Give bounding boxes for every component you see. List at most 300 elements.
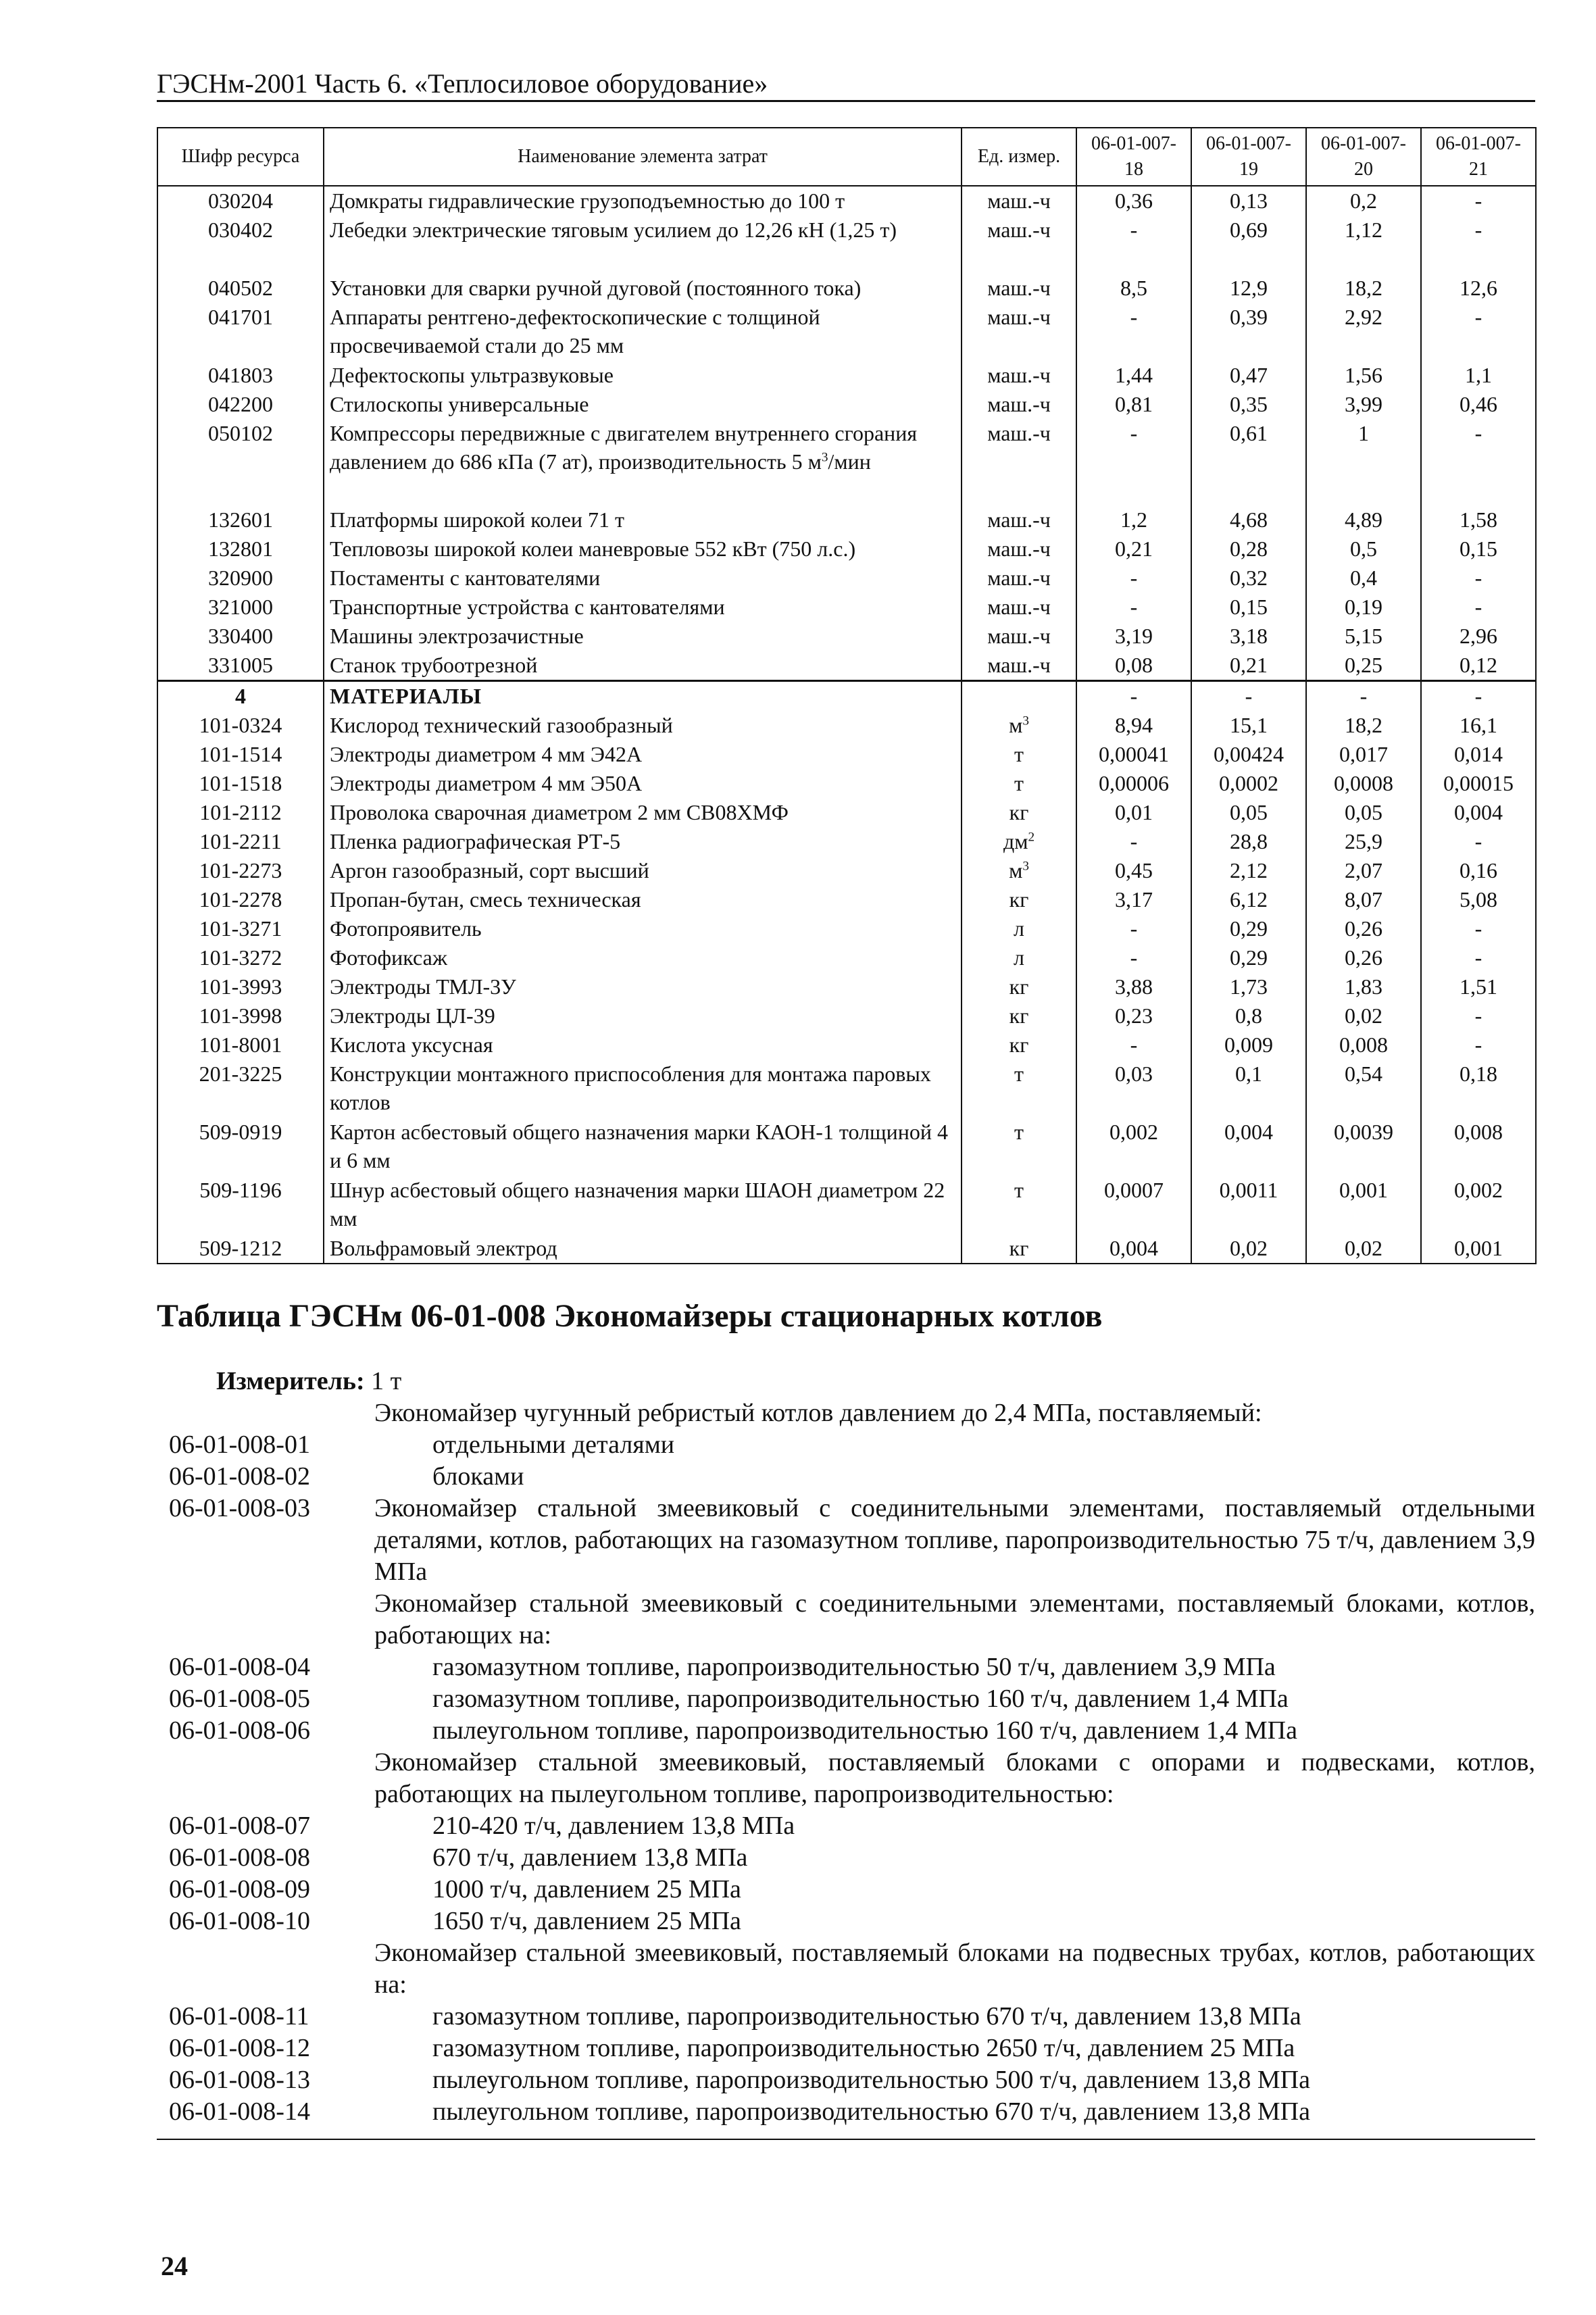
unit-cell: л (962, 914, 1076, 943)
unit-cell: маш.-ч (962, 505, 1076, 534)
norm-item (157, 1429, 1535, 1461)
resource-code-cell: 041803 (157, 361, 324, 390)
resource-name-cell: МАТЕРИАЛЫ (324, 681, 962, 712)
value-cell: 0,45 (1076, 856, 1191, 885)
resource-name-cell: Проволока сварочная диаметром 2 мм СВ08ХМФ (324, 798, 962, 827)
value-cell: - (1421, 681, 1536, 712)
resource-name-cell: Станок трубоотрезной (324, 651, 962, 681)
value-cell: - (1076, 827, 1191, 856)
table-row (157, 651, 1536, 681)
value-cell: 2,12 (1191, 856, 1306, 885)
resource-code-cell: 101-2112 (157, 798, 324, 827)
resource-code-cell: 320900 (157, 564, 324, 593)
norm-description: пылеугольном топливе, паропроизводительностью 160 т/ч, давлением 1,4 МПа (432, 1716, 1297, 1745)
value-cell: 0,002 (1421, 1176, 1536, 1234)
table-row (157, 216, 1536, 274)
table-row (157, 856, 1536, 885)
unit-superscript: 3 (1022, 714, 1029, 728)
table-row (157, 419, 1536, 505)
value-cell: 0,47 (1191, 361, 1306, 390)
value-cell: 0,15 (1191, 593, 1306, 622)
resource-code-cell: 041701 (157, 303, 324, 361)
measure-label: Измеритель: (216, 1367, 365, 1395)
norm-code: 06-01-008-10 (169, 1907, 310, 1935)
resource-code-cell: 101-2278 (157, 885, 324, 914)
value-cell: 28,8 (1191, 827, 1306, 856)
norm-item (157, 1842, 1535, 1874)
resource-code-cell: 101-1514 (157, 740, 324, 769)
table-row (157, 390, 1536, 419)
value-cell: 0,13 (1191, 186, 1306, 216)
value-cell: 0,001 (1421, 1234, 1536, 1264)
norm-item (157, 2001, 1535, 2033)
unit-cell: т (962, 1176, 1076, 1234)
norm-description: 210-420 т/ч, давлением 13,8 МПа (432, 1812, 795, 1840)
col-header-code: Шифр ресурса (157, 128, 324, 186)
value-cell: 1 (1306, 419, 1421, 505)
value-cell: 0,008 (1421, 1118, 1536, 1176)
value-cell: - (1076, 419, 1191, 505)
resource-code-cell: 101-3272 (157, 943, 324, 972)
value-cell: 0,46 (1421, 390, 1536, 419)
value-cell: 0,4 (1306, 564, 1421, 593)
value-cell: 5,15 (1306, 622, 1421, 651)
unit-cell: маш.-ч (962, 593, 1076, 622)
norm-item (157, 1651, 1535, 1683)
unit-cell: т (962, 1118, 1076, 1176)
value-cell: 0,16 (1421, 856, 1536, 885)
norm-item (157, 1715, 1535, 1747)
section-title: Таблица ГЭСНм 06-01-008 Экономайзеры стационарных котлов (157, 1298, 1103, 1334)
value-cell: 1,58 (1421, 505, 1536, 534)
value-cell: 0,0002 (1191, 769, 1306, 798)
value-cell: 0,02 (1306, 1234, 1421, 1264)
value-cell: 0,18 (1421, 1060, 1536, 1118)
value-cell: 0,002 (1076, 1118, 1191, 1176)
norm-item (157, 1588, 1535, 1651)
norm-description: 1650 т/ч, давлением 25 МПа (432, 1907, 741, 1935)
value-cell: 0,26 (1306, 943, 1421, 972)
norm-item (157, 2033, 1535, 2064)
value-cell: 0,01 (1076, 798, 1191, 827)
unit-cell: маш.-ч (962, 534, 1076, 564)
value-cell: - (1421, 186, 1536, 216)
resource-name-cell: Пленка радиографическая РТ-5 (324, 827, 962, 856)
table-row (157, 186, 1536, 216)
resource-code-cell: 101-3271 (157, 914, 324, 943)
value-cell: - (1306, 681, 1421, 712)
resource-name-text: Компрессоры передвижные с двигателем внутреннего сгорания давлением до 686 кПа (7 ат), производительность 5 м (330, 421, 918, 474)
resource-code-cell: 321000 (157, 593, 324, 622)
norm-items-list (157, 1397, 1535, 2128)
value-cell: 12,9 (1191, 274, 1306, 303)
value-cell: 0,009 (1191, 1030, 1306, 1060)
resource-name-cell: Конструкции монтажного приспособления для монтажа паровых котлов (324, 1060, 962, 1118)
value-cell: - (1421, 303, 1536, 361)
resource-name-cell: Транспортные устройства с кантователями (324, 593, 962, 622)
table-row (157, 943, 1536, 972)
norm-code: 06-01-008-05 (169, 1685, 310, 1713)
value-cell: - (1421, 593, 1536, 622)
value-cell: - (1076, 681, 1191, 712)
col-header-c1: 06-01-007-18 (1076, 128, 1191, 186)
unit-cell: л (962, 943, 1076, 972)
value-cell: 18,2 (1306, 274, 1421, 303)
table-row (157, 711, 1536, 740)
value-cell: 3,19 (1076, 622, 1191, 651)
value-cell: 3,99 (1306, 390, 1421, 419)
norm-description: пылеугольном топливе, паропроизводительностью 500 т/ч, давлением 13,8 МПа (432, 2066, 1310, 2094)
list-bottom-rule (157, 2139, 1535, 2140)
value-cell: - (1421, 1001, 1536, 1030)
table-row (157, 914, 1536, 943)
norm-code: 06-01-008-02 (169, 1462, 310, 1491)
resource-name-superscript: 3 (821, 450, 828, 465)
table-row (157, 798, 1536, 827)
resource-code-cell: 509-1196 (157, 1176, 324, 1234)
resource-name-cell: Пропан-бутан, смесь техническая (324, 885, 962, 914)
unit-cell (962, 681, 1076, 712)
resource-name-cell: Фотофиксаж (324, 943, 962, 972)
value-cell: 0,26 (1306, 914, 1421, 943)
unit-cell: маш.-ч (962, 274, 1076, 303)
col-header-c2: 06-01-007-19 (1191, 128, 1306, 186)
value-cell: - (1076, 943, 1191, 972)
value-cell: 0,004 (1076, 1234, 1191, 1264)
resource-table (157, 127, 1537, 1264)
value-cell: 16,1 (1421, 711, 1536, 740)
resource-name-cell: Электроды ТМЛ-3У (324, 972, 962, 1001)
value-cell: 1,12 (1306, 216, 1421, 274)
value-cell: 0,35 (1191, 390, 1306, 419)
table-row (157, 1060, 1536, 1118)
value-cell: 1,83 (1306, 972, 1421, 1001)
unit-cell: т (962, 769, 1076, 798)
value-cell: 3,88 (1076, 972, 1191, 1001)
value-cell: - (1421, 1030, 1536, 1060)
value-cell: 0,2 (1306, 186, 1421, 216)
value-cell: 8,5 (1076, 274, 1191, 303)
resource-name-tail: /мин (828, 449, 871, 474)
value-cell: 5,08 (1421, 885, 1536, 914)
norm-description: Экономайзер стальной змеевиковый с соединительными элементами, поставляемый отдельными деталями, котлов, работающих на газомазутном топливе, паропроизводительностью 75 т/ч, давлением 3,9 МПа (374, 1494, 1535, 1586)
table-row (157, 681, 1536, 712)
table-row (157, 1030, 1536, 1060)
resource-name-cell: Стилоскопы универсальные (324, 390, 962, 419)
table-body (157, 186, 1536, 1264)
table-row (157, 827, 1536, 856)
value-cell: 0,00041 (1076, 740, 1191, 769)
value-cell: 0,15 (1421, 534, 1536, 564)
resource-name-cell: Аргон газообразный, сорт высший (324, 856, 962, 885)
resource-code-cell: 101-8001 (157, 1030, 324, 1060)
value-cell: - (1076, 593, 1191, 622)
norm-description: 1000 т/ч, давлением 25 МПа (432, 1875, 741, 1903)
norm-item (157, 2064, 1535, 2096)
norm-description: 670 т/ч, давлением 13,8 МПа (432, 1843, 748, 1872)
resource-code-cell: 330400 (157, 622, 324, 651)
unit-cell: кг (962, 798, 1076, 827)
norm-item (157, 1874, 1535, 1906)
value-cell: 0,001 (1306, 1176, 1421, 1234)
resource-name-cell (324, 419, 962, 505)
unit-cell: кг (962, 972, 1076, 1001)
value-cell: - (1421, 419, 1536, 505)
table-row (157, 1234, 1536, 1264)
unit-text: дм (1003, 829, 1028, 853)
value-cell: 0,008 (1306, 1030, 1421, 1060)
unit-cell (962, 856, 1076, 885)
value-cell: 0,1 (1191, 1060, 1306, 1118)
table-row (157, 593, 1536, 622)
norm-code: 06-01-008-11 (169, 2002, 309, 2031)
resource-code-cell: 040502 (157, 274, 324, 303)
table-row (157, 769, 1536, 798)
col-header-unit: Ед. измер. (962, 128, 1076, 186)
value-cell: 0,23 (1076, 1001, 1191, 1030)
resource-name-cell: Электроды диаметром 4 мм Э42А (324, 740, 962, 769)
norm-code: 06-01-008-09 (169, 1875, 310, 1903)
resource-name-cell: Картон асбестовый общего назначения марки КАОН-1 толщиной 4 и 6 мм (324, 1118, 962, 1176)
value-cell: 1,1 (1421, 361, 1536, 390)
value-cell: 0,02 (1306, 1001, 1421, 1030)
norm-description: газомазутном топливе, паропроизводительностью 50 т/ч, давлением 3,9 МПа (432, 1653, 1276, 1681)
value-cell: 0,32 (1191, 564, 1306, 593)
resource-code-cell: 101-2211 (157, 827, 324, 856)
value-cell: 0,0008 (1306, 769, 1421, 798)
table-row (157, 361, 1536, 390)
resource-name-cell: Кислота уксусная (324, 1030, 962, 1060)
resource-code-cell: 132601 (157, 505, 324, 534)
resource-name-cell: Домкраты гидравлические грузоподъемностью до 100 т (324, 186, 962, 216)
value-cell: 0,36 (1076, 186, 1191, 216)
resource-code-cell: 4 (157, 681, 324, 712)
unit-superscript: 2 (1028, 830, 1035, 845)
value-cell: 0,017 (1306, 740, 1421, 769)
value-cell: 2,92 (1306, 303, 1421, 361)
value-cell: 0,21 (1191, 651, 1306, 681)
measure-value: 1 т (371, 1367, 402, 1395)
value-cell: 0,81 (1076, 390, 1191, 419)
norm-code: 06-01-008-06 (169, 1716, 310, 1745)
value-cell: 1,73 (1191, 972, 1306, 1001)
value-cell: 0,69 (1191, 216, 1306, 274)
unit-cell: маш.-ч (962, 390, 1076, 419)
value-cell: 0,61 (1191, 419, 1306, 505)
norm-description: газомазутном топливе, паропроизводительностью 2650 т/ч, давлением 25 МПа (432, 2034, 1295, 2062)
resource-name-cell: Дефектоскопы ультразвуковые (324, 361, 962, 390)
value-cell: 0,00424 (1191, 740, 1306, 769)
norm-description: Экономайзер стальной змеевиковый с соединительными элементами, поставляемый блоками, котлов, работающих на: (374, 1589, 1535, 1649)
value-cell: 12,6 (1421, 274, 1536, 303)
value-cell: 8,94 (1076, 711, 1191, 740)
unit-cell: кг (962, 885, 1076, 914)
value-cell: 0,29 (1191, 914, 1306, 943)
resource-name-cell: Машины электрозачистные (324, 622, 962, 651)
value-cell: 15,1 (1191, 711, 1306, 740)
resource-name-cell: Фотопроявитель (324, 914, 962, 943)
norm-item (157, 1493, 1535, 1588)
value-cell: 0,0039 (1306, 1118, 1421, 1176)
value-cell: 0,39 (1191, 303, 1306, 361)
value-cell: 0,0007 (1076, 1176, 1191, 1234)
table-row (157, 303, 1536, 361)
unit-cell: кг (962, 1234, 1076, 1264)
value-cell: 0,00015 (1421, 769, 1536, 798)
value-cell: - (1421, 216, 1536, 274)
value-cell: 1,51 (1421, 972, 1536, 1001)
value-cell: 0,12 (1421, 651, 1536, 681)
value-cell: 0,8 (1191, 1001, 1306, 1030)
value-cell: 0,004 (1191, 1118, 1306, 1176)
norm-description: пылеугольном топливе, паропроизводительностью 670 т/ч, давлением 13,8 МПа (432, 2097, 1310, 2126)
resource-name-cell: Шнур асбестовый общего назначения марки ШАОН диаметром 22 мм (324, 1176, 962, 1234)
table-row (157, 740, 1536, 769)
resource-name-cell: Установки для сварки ручной дуговой (постоянного тока) (324, 274, 962, 303)
measure-line (216, 1365, 401, 1397)
table-header-row (157, 128, 1536, 186)
norm-code: 06-01-008-14 (169, 2097, 310, 2126)
value-cell: 0,0011 (1191, 1176, 1306, 1234)
norm-code: 06-01-008-03 (169, 1494, 310, 1522)
norm-code: 06-01-008-08 (169, 1843, 310, 1872)
norm-code: 06-01-008-13 (169, 2066, 310, 2094)
norm-description: Экономайзер чугунный ребристый котлов давлением до 2,4 МПа, поставляемый: (374, 1399, 1262, 1427)
resource-name-cell: Платформы широкой колеи 71 т (324, 505, 962, 534)
value-cell: 0,004 (1421, 798, 1536, 827)
unit-cell: маш.-ч (962, 419, 1076, 505)
table-row (157, 505, 1536, 534)
norm-description: Экономайзер стальной змеевиковый, поставляемый блоками с опорами и подвесками, котлов, работающих на пылеугольном топливе, паропроизводительностью: (374, 1748, 1535, 1808)
resource-name-cell: Постаменты с кантователями (324, 564, 962, 593)
value-cell: 0,00006 (1076, 769, 1191, 798)
resource-code-cell: 030402 (157, 216, 324, 274)
norm-item (157, 1937, 1535, 2001)
norm-code: 06-01-008-01 (169, 1430, 310, 1459)
value-cell: 0,28 (1191, 534, 1306, 564)
value-cell: 0,25 (1306, 651, 1421, 681)
table-row (157, 274, 1536, 303)
unit-cell: маш.-ч (962, 186, 1076, 216)
unit-cell (962, 827, 1076, 856)
col-header-c4: 06-01-007-21 (1421, 128, 1536, 186)
resource-name-cell: Вольфрамовый электрод (324, 1234, 962, 1264)
page-number: 24 (161, 2251, 188, 2281)
norm-item (157, 1906, 1535, 1937)
resource-name-cell: Тепловозы широкой колеи маневровые 552 кВт (750 л.с.) (324, 534, 962, 564)
value-cell: - (1076, 303, 1191, 361)
value-cell: 3,17 (1076, 885, 1191, 914)
table-row (157, 564, 1536, 593)
unit-cell (962, 711, 1076, 740)
value-cell: 2,96 (1421, 622, 1536, 651)
value-cell: - (1421, 943, 1536, 972)
value-cell: 2,07 (1306, 856, 1421, 885)
value-cell: 0,19 (1306, 593, 1421, 622)
table-row (157, 1001, 1536, 1030)
value-cell: - (1421, 564, 1536, 593)
resource-code-cell: 132801 (157, 534, 324, 564)
resource-code-cell: 101-3993 (157, 972, 324, 1001)
table-row (157, 534, 1536, 564)
norm-code: 06-01-008-12 (169, 2034, 310, 2062)
resource-code-cell: 101-3998 (157, 1001, 324, 1030)
col-header-name: Наименование элемента затрат (324, 128, 962, 186)
table-row (157, 622, 1536, 651)
value-cell: 25,9 (1306, 827, 1421, 856)
norm-item (157, 1683, 1535, 1715)
value-cell: - (1076, 216, 1191, 274)
unit-cell: кг (962, 1001, 1076, 1030)
norm-description: Экономайзер стальной змеевиковый, поставляемый блоками на подвесных трубах, котлов, работающих на: (374, 1939, 1535, 1999)
value-cell: 0,21 (1076, 534, 1191, 564)
value-cell: 0,29 (1191, 943, 1306, 972)
table-row (157, 1118, 1536, 1176)
unit-superscript: 3 (1022, 859, 1029, 874)
value-cell: - (1076, 564, 1191, 593)
table-row (157, 972, 1536, 1001)
value-cell: - (1191, 681, 1306, 712)
value-cell: 1,2 (1076, 505, 1191, 534)
col-header-c3: 06-01-007-20 (1306, 128, 1421, 186)
table-row (157, 885, 1536, 914)
value-cell: - (1076, 914, 1191, 943)
value-cell: 4,89 (1306, 505, 1421, 534)
norm-item (157, 1810, 1535, 1842)
unit-cell: маш.-ч (962, 651, 1076, 681)
resource-name-cell: Электроды диаметром 4 мм Э50А (324, 769, 962, 798)
resource-code-cell: 201-3225 (157, 1060, 324, 1118)
resource-name-cell: Электроды ЦЛ-39 (324, 1001, 962, 1030)
unit-cell: маш.-ч (962, 361, 1076, 390)
unit-cell: кг (962, 1030, 1076, 1060)
resource-code-cell: 509-0919 (157, 1118, 324, 1176)
value-cell: 0,54 (1306, 1060, 1421, 1118)
value-cell: 6,12 (1191, 885, 1306, 914)
resource-code-cell: 101-1518 (157, 769, 324, 798)
running-header: ГЭСНм-2001 Часть 6. «Теплосиловое оборудование» (157, 68, 768, 99)
value-cell: - (1076, 1030, 1191, 1060)
value-cell: 3,18 (1191, 622, 1306, 651)
resource-code-cell: 101-0324 (157, 711, 324, 740)
value-cell: 1,56 (1306, 361, 1421, 390)
resource-name-cell: Лебедки электрические тяговым усилием до 12,26 кН (1,25 т) (324, 216, 962, 274)
value-cell: 0,08 (1076, 651, 1191, 681)
value-cell: 1,44 (1076, 361, 1191, 390)
value-cell: 4,68 (1191, 505, 1306, 534)
norm-item (157, 2096, 1535, 2128)
value-cell: 0,03 (1076, 1060, 1191, 1118)
norm-item (157, 1747, 1535, 1810)
norm-item (157, 1397, 1535, 1429)
value-cell: 8,07 (1306, 885, 1421, 914)
resource-code-cell: 030204 (157, 186, 324, 216)
norm-code: 06-01-008-07 (169, 1812, 310, 1840)
unit-cell: маш.-ч (962, 622, 1076, 651)
value-cell: 0,05 (1306, 798, 1421, 827)
unit-text: м (1009, 858, 1023, 882)
unit-cell: т (962, 1060, 1076, 1118)
value-cell: 0,02 (1191, 1234, 1306, 1264)
norm-description: газомазутном топливе, паропроизводительностью 670 т/ч, давлением 13,8 МПа (432, 2002, 1301, 2031)
unit-cell: маш.-ч (962, 303, 1076, 361)
value-cell: 18,2 (1306, 711, 1421, 740)
resource-code-cell: 509-1212 (157, 1234, 324, 1264)
unit-text: м (1009, 713, 1023, 737)
resource-name-cell: Кислород технический газообразный (324, 711, 962, 740)
value-cell: - (1421, 914, 1536, 943)
resource-code-cell: 042200 (157, 390, 324, 419)
